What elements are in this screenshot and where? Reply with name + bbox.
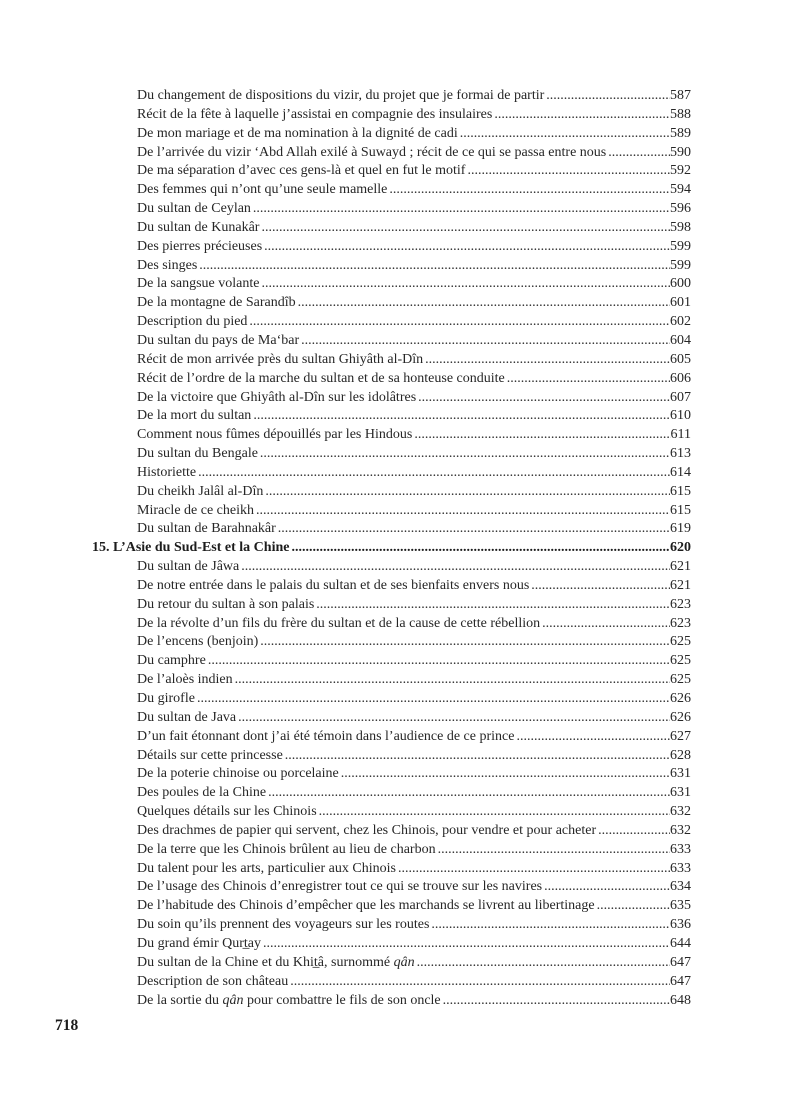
toc-entry-page: 621 (670, 559, 691, 575)
dot-leader (596, 822, 670, 841)
dot-leader (544, 87, 670, 106)
toc-entry-page: 614 (670, 464, 691, 480)
dot-leader (423, 351, 670, 370)
toc-entry-page: 647 (670, 954, 691, 970)
toc-entry-title: Détails sur cette princesse (137, 747, 283, 763)
toc-entry-page: 632 (670, 822, 691, 838)
toc-entry (92, 426, 691, 445)
toc-entry (92, 709, 691, 728)
toc-entry-page: 631 (670, 785, 691, 801)
toc-entry-title: Du sultan de la Chine et du Khit̲â, surnommé qân (137, 954, 415, 970)
toc-entry-title: Récit de mon arrivée près du sultan Ghiyâth al-Dîn (137, 351, 424, 367)
toc-entry-page: 592 (670, 163, 691, 179)
toc-entry-title: Du changement de dispositions du vizir, du projet que je formai de partir (137, 88, 545, 103)
dot-leader (299, 332, 670, 351)
toc-entry (92, 577, 691, 596)
toc-entry-title: Des poules de la Chine (137, 785, 267, 801)
toc-entry-title: De l’aloès indien (137, 672, 233, 688)
toc-entry-title: De l’arrivée du vizir ‘Abd Allah exilé à Suwayd ; récit de ce qui se passa entre nous (137, 144, 607, 160)
dot-leader (251, 407, 670, 426)
toc-entry-title: Du sultan du pays de Ma‘bar (137, 332, 300, 348)
dot-leader (396, 860, 670, 879)
toc-entry-title: Du retour du sultan à son palais (137, 596, 315, 612)
toc-entry (92, 502, 691, 521)
toc-entry-title: De la victoire que Ghiyâth al-Dîn sur les idolâtres (137, 389, 417, 405)
toc-entry (92, 935, 691, 954)
toc-entry-title: Du grand émir Qurt̲ay (137, 935, 262, 951)
dot-leader (436, 841, 670, 860)
toc-entry-title: De la révolte d’un fils du frère du sultan et de la cause de cette rébellion (137, 615, 541, 631)
toc-entry (92, 822, 691, 841)
toc-entry (92, 332, 691, 351)
dot-leader (529, 577, 670, 596)
toc-entry (92, 539, 691, 558)
toc-entry-page: 647 (670, 973, 691, 989)
toc-entry (92, 973, 691, 992)
toc-entry-title: De la sortie du qân pour combattre le fils de son oncle (137, 992, 441, 1008)
toc-entry-title: Du girofle (137, 691, 195, 706)
toc-entry (92, 954, 691, 973)
table-of-contents (92, 87, 691, 1010)
toc-entry-page: 615 (670, 483, 691, 499)
toc-entry (92, 181, 691, 200)
dot-leader (233, 671, 670, 690)
toc-entry (92, 313, 691, 332)
toc-entry (92, 464, 691, 483)
dot-leader (258, 445, 670, 464)
toc-entry-page: 625 (670, 672, 691, 688)
dot-leader (387, 181, 670, 200)
toc-entry-page: 607 (670, 389, 691, 405)
dot-leader (261, 935, 670, 954)
dot-leader (206, 652, 670, 671)
toc-entry-page: 625 (670, 653, 691, 669)
toc-entry (92, 370, 691, 389)
toc-entry-title: Du cheikh Jalâl al-Dîn (137, 483, 264, 499)
toc-entry (92, 445, 691, 464)
dot-leader (595, 897, 670, 916)
toc-entry-page: 590 (670, 144, 691, 160)
toc-entry-title: De la terre que les Chinois brûlent au lieu de charbon (137, 841, 436, 857)
toc-entry-page: 588 (670, 106, 691, 122)
dot-leader (540, 615, 670, 634)
toc-entry (92, 841, 691, 860)
toc-entry-page: 628 (670, 747, 691, 763)
toc-entry-page: 600 (670, 276, 691, 292)
toc-entry-page: 632 (670, 804, 691, 820)
toc-entry (92, 633, 691, 652)
dot-leader (247, 313, 670, 332)
toc-entry (92, 125, 691, 144)
toc-entry (92, 803, 691, 822)
toc-entry-page: 635 (670, 898, 691, 914)
toc-entry (92, 690, 691, 709)
toc-entry-page: 619 (670, 521, 691, 537)
toc-entry-page: 611 (670, 427, 691, 443)
toc-entry-page: 610 (670, 408, 691, 424)
toc-entry-title: De ma séparation d’avec ces gens-là et quel en fut le motif (137, 163, 466, 179)
toc-entry-title: Récit de l’ordre de la marche du sultan et de sa honteuse conduite (137, 370, 505, 386)
toc-entry-title: De l’usage des Chinois d’enregistrer tout ce qui se trouve sur les navires (137, 879, 543, 895)
toc-entry-title: Des singes (137, 257, 198, 273)
toc-entry-title: Comment nous fûmes dépouillés par les Hindous (137, 427, 413, 443)
toc-entry-page: 621 (670, 577, 691, 593)
dot-leader (289, 539, 670, 558)
toc-entry-page: 644 (670, 935, 691, 951)
dot-leader (441, 992, 670, 1011)
toc-entry-title: Des drachmes de papier qui servent, chez les Chinois, pour vendre et pour acheter (137, 822, 597, 838)
toc-entry (92, 784, 691, 803)
dot-leader (259, 275, 670, 294)
toc-entry (92, 275, 691, 294)
toc-entry-page: 596 (670, 201, 691, 217)
dot-leader (429, 916, 670, 935)
toc-entry-page: 636 (670, 917, 691, 933)
toc-entry (92, 558, 691, 577)
toc-entry-title: Du talent pour les arts, particulier aux Chinois (137, 860, 396, 876)
toc-entry (92, 407, 691, 426)
toc-entry-title: De mon mariage et de ma nomination à la dignité de cadi (137, 125, 458, 141)
toc-entry (92, 483, 691, 502)
toc-entry-title: De l’encens (benjoin) (137, 634, 259, 650)
toc-entry-title: De l’habitude des Chinois d’empêcher que les marchands se livrent au libertinage (137, 898, 595, 914)
dot-leader (276, 520, 670, 539)
dot-leader (236, 709, 670, 728)
toc-entry-title: Des pierres précieuses (137, 238, 263, 254)
toc-entry-page: 633 (670, 841, 691, 857)
toc-entry-title: Du sultan de Barahnakâr (137, 521, 276, 537)
toc-entry-page: 599 (670, 257, 691, 273)
toc-entry-title: De la mort du sultan (137, 408, 252, 424)
dot-leader (416, 389, 670, 408)
toc-entry-title: Du soin qu’ils prennent des voyageurs sur les routes (137, 917, 430, 933)
toc-entry-page: 605 (670, 351, 691, 367)
dot-leader (196, 464, 670, 483)
toc-entry (92, 257, 691, 276)
dot-leader (465, 162, 670, 181)
toc-entry (92, 860, 691, 879)
toc-entry-title: De notre entrée dans le palais du sultan et de ses bienfaits envers nous (137, 577, 530, 593)
dot-leader (288, 973, 670, 992)
toc-entry-title: De la sangsue volante (137, 276, 260, 292)
toc-entry (92, 200, 691, 219)
toc-entry (92, 106, 691, 125)
dot-leader (251, 200, 670, 219)
dot-leader (283, 747, 670, 766)
toc-entry-title: Historiette (137, 464, 197, 480)
dot-leader (296, 294, 670, 313)
toc-entry (92, 596, 691, 615)
toc-entry-title: De la poterie chinoise ou porcelaine (137, 766, 339, 782)
page-number: 718 (55, 1017, 79, 1034)
dot-leader (254, 502, 670, 521)
dot-leader (197, 257, 670, 276)
toc-entry (92, 238, 691, 257)
toc-entry (92, 765, 691, 784)
dot-leader (258, 633, 670, 652)
toc-entry-title: Des femmes qui n’ont qu’une seule mamelle (137, 182, 388, 198)
toc-entry-page: 625 (670, 634, 691, 650)
dot-leader (505, 370, 670, 389)
toc-entry-page: 587 (670, 88, 691, 103)
toc-entry (92, 219, 691, 238)
toc-entry-page: 634 (670, 879, 691, 895)
toc-entry (92, 897, 691, 916)
toc-entry-title: Miracle de ce cheikh (137, 502, 254, 518)
dot-leader (412, 426, 670, 445)
toc-entry (92, 728, 691, 747)
dot-leader (415, 954, 670, 973)
toc-entry-page: 633 (670, 860, 691, 876)
toc-entry-page: 594 (670, 182, 691, 198)
toc-entry-title: Du sultan de Jâwa (137, 559, 240, 575)
dot-leader (514, 728, 670, 747)
toc-entry (92, 87, 691, 106)
toc-entry-page: 589 (670, 125, 691, 141)
toc-entry-page: 648 (670, 992, 691, 1008)
toc-entry-page: 627 (670, 728, 691, 744)
dot-leader (492, 106, 670, 125)
toc-entry-page: 602 (670, 314, 691, 330)
toc-entry-page: 623 (670, 596, 691, 612)
toc-entry-title: Description du pied (137, 314, 248, 330)
dot-leader (542, 878, 670, 897)
toc-entry-page: 626 (670, 691, 691, 706)
dot-leader (239, 558, 670, 577)
toc-entry (92, 351, 691, 370)
toc-entry (92, 294, 691, 313)
toc-entry (92, 992, 691, 1011)
toc-entry-title: D’un fait étonnant dont j’ai été témoin dans l’audience de ce prince (137, 728, 515, 744)
toc-entry-title: Du camphre (137, 653, 206, 669)
toc-entry-title: Quelques détails sur les Chinois (137, 804, 317, 820)
dot-leader (317, 803, 670, 822)
dot-leader (195, 690, 670, 709)
toc-entry-title: Du sultan de Java (137, 709, 237, 725)
dot-leader (458, 125, 670, 144)
toc-entry-page: 623 (670, 615, 691, 631)
toc-entry-page: 626 (670, 709, 691, 725)
toc-entry (92, 916, 691, 935)
toc-entry-title: Du sultan du Bengale (137, 446, 258, 462)
toc-entry-page: 601 (670, 295, 691, 311)
toc-entry-page: 599 (670, 238, 691, 254)
toc-entry (92, 615, 691, 634)
toc-entry-title: Récit de la fête à laquelle j’assistai en compagnie des insulaires (137, 106, 493, 122)
dot-leader (339, 765, 670, 784)
toc-entry (92, 389, 691, 408)
toc-entry (92, 878, 691, 897)
toc-entry-page: 631 (670, 766, 691, 782)
toc-entry (92, 520, 691, 539)
toc-entry-title: 15. L’Asie du Sud-Est et la Chine (92, 540, 290, 556)
toc-entry-page: 604 (670, 332, 691, 348)
toc-entry-title: Du sultan de Kunakâr (137, 219, 260, 235)
toc-entry-page: 598 (670, 219, 691, 235)
toc-entry-title: De la montagne de Sarandîb (137, 295, 296, 311)
dot-leader (606, 144, 670, 163)
toc-entry-title: Du sultan de Ceylan (137, 201, 251, 217)
toc-entry (92, 144, 691, 163)
toc-entry (92, 652, 691, 671)
dot-leader (314, 596, 670, 615)
toc-entry-page: 613 (670, 446, 691, 462)
dot-leader (259, 219, 670, 238)
toc-entry-page: 615 (670, 502, 691, 518)
dot-leader (263, 483, 670, 502)
dot-leader (266, 784, 670, 803)
toc-entry (92, 747, 691, 766)
toc-entry (92, 162, 691, 181)
toc-entry-title: Description de son château (137, 973, 289, 989)
toc-entry (92, 671, 691, 690)
toc-entry-page: 606 (670, 370, 691, 386)
dot-leader (262, 238, 670, 257)
toc-entry-page: 620 (670, 540, 691, 556)
